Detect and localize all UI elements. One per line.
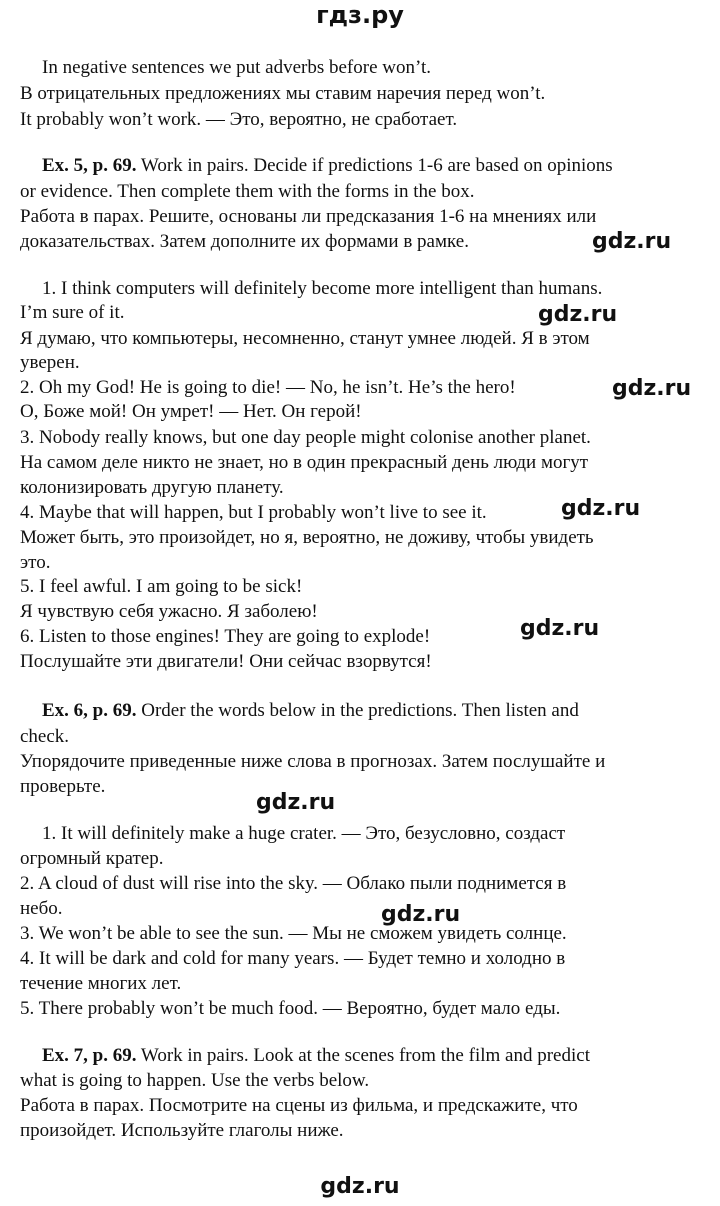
ex5-heading	[42, 155, 613, 177]
ex5-item: 3. Nobody really knows, but one day people might colonise another planet.	[20, 427, 591, 448]
ex5-item: Я думаю, что компьютеры, несомненно, станут умнее людей. Я в этом	[20, 328, 590, 349]
watermark: gdz.ru	[256, 790, 336, 815]
ex5-item: Может быть, это произойдет, но я, вероятно, не доживу, чтобы увидеть	[20, 527, 594, 548]
ex7-text-3: Работа в парах. Посмотрите на сцены из фильма, и предскажите, что	[20, 1095, 578, 1116]
ex7-text-1: Work in pairs. Look at the scenes from the film and predict	[136, 1045, 590, 1066]
ex5-item: Послушайте эти двигатели! Они сейчас взорвутся!	[20, 651, 432, 672]
ex5-item: 6. Listen to those engines! They are going to explode!	[20, 626, 431, 647]
ex6-item: течение многих лет.	[20, 973, 182, 994]
ex5-item: 1. I think computers will definitely become more intelligent than humans.	[42, 278, 603, 299]
ex6-item: 2. A cloud of dust will rise into the sky. — Облако пыли поднимется в	[20, 873, 567, 894]
ex5-item: 5. I feel awful. I am going to be sick!	[20, 576, 303, 597]
ex5-item: колонизировать другую планету.	[20, 477, 284, 498]
ex5-item: это.	[20, 552, 51, 573]
ex5-text-2: or evidence. Then complete them with the forms in the box.	[20, 181, 475, 202]
ex6-item: 5. There probably won’t be much food. — Вероятно, будет мало еды.	[20, 998, 561, 1019]
ex6-text-3: Упорядочите приведенные ниже слова в прогнозах. Затем послушайте и	[20, 751, 606, 772]
intro-line-3: It probably won’t work. — Это, вероятно, не сработает.	[20, 109, 458, 130]
watermark-footer: gdz.ru	[320, 1174, 400, 1199]
watermark: gdz.ru	[612, 376, 692, 401]
ex5-item: уверен.	[20, 352, 80, 373]
ex7-text-4: произойдет. Используйте глаголы ниже.	[20, 1120, 344, 1141]
intro-line-2: В отрицательных предложениях мы ставим наречия перед won’t.	[20, 83, 546, 104]
ex6-item: 3. We won’t be able to see the sun. — Мы не сможем увидеть солнце.	[20, 923, 567, 944]
watermark: gdz.ru	[561, 496, 641, 521]
ex6-item: 4. It will be dark and cold for many years. — Будет темно и холодно в	[20, 948, 566, 969]
ex5-text-4: доказательствах. Затем дополните их формами в рамке.	[20, 231, 469, 252]
ex7-heading	[42, 1045, 590, 1067]
ex6-text-1: Order the words below in the predictions. Then listen and	[136, 700, 579, 721]
ex5-item: I’m sure of it.	[20, 302, 125, 323]
ex6-item: огромный кратер.	[20, 848, 164, 869]
ex5-text-3: Работа в парах. Решите, основаны ли предсказания 1-6 на мнениях или	[20, 206, 597, 227]
intro-line-1: In negative sentences we put adverbs before won’t.	[42, 57, 432, 78]
ex6-item: небо.	[20, 898, 63, 919]
watermark: gdz.ru	[592, 229, 672, 254]
ex6-label: Ex. 6, p. 69.	[42, 700, 137, 721]
ex5-item: Я чувствую себя ужасно. Я заболею!	[20, 601, 318, 622]
watermark: gdz.ru	[381, 902, 461, 927]
ex5-item: 2. Oh my God! He is going to die! — No, he isn’t. He’s the hero!	[20, 377, 516, 398]
ex5-text-1: Work in pairs. Decide if predictions 1-6 are based on opinions	[136, 155, 613, 176]
ex6-item: 1. It will definitely make a huge crater. — Это, безусловно, создаст	[42, 823, 566, 844]
ex6-text-4: проверьте.	[20, 776, 106, 797]
ex5-item: На самом деле никто не знает, но в один прекрасный день люди могут	[20, 452, 589, 473]
ex6-text-2: check.	[20, 726, 70, 747]
site-header: гдз.ру	[316, 1, 404, 29]
ex6-heading	[42, 700, 579, 722]
ex5-item: 4. Maybe that will happen, but I probably won’t live to see it.	[20, 502, 487, 523]
watermark: gdz.ru	[538, 302, 618, 327]
ex7-label: Ex. 7, p. 69.	[42, 1045, 137, 1066]
watermark: gdz.ru	[520, 616, 600, 641]
ex7-text-2: what is going to happen. Use the verbs below.	[20, 1070, 370, 1091]
ex5-label: Ex. 5, p. 69.	[42, 155, 137, 176]
ex5-item: О, Боже мой! Он умрет! — Нет. Он герой!	[20, 401, 362, 422]
